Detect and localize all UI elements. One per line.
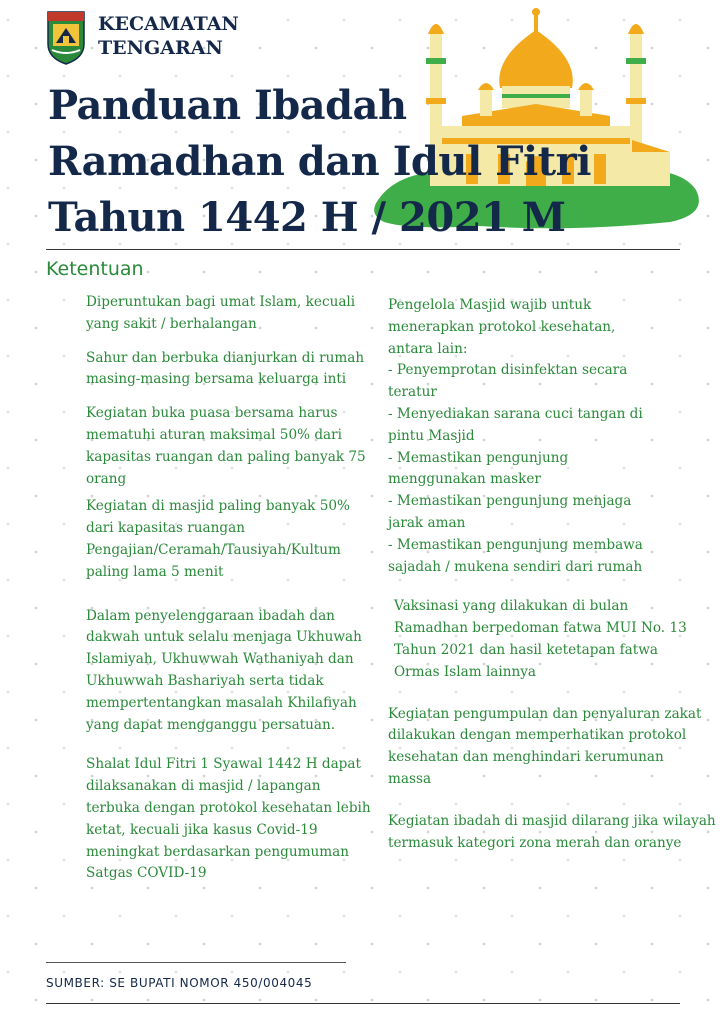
protocol-line: jarak aman — [388, 514, 466, 531]
provision-item: Shalat Idul Fitri 1 Syawal 1442 H dapat dilaksanakan di masjid / lapangan terbuka dengan protokol kesehatan lebih ketat, kecuali jika kasus Covid-19 meningkat berdasarkan pengumuman Satgas COVID-19 — [86, 756, 371, 882]
provision-item: Kegiatan pengumpulan dan penyaluran zakat dilakukan dengan memperhatikan protokol kesehatan dan menghindari kerumunan massa — [388, 705, 702, 787]
poster-title — [48, 78, 668, 246]
protocol-line: - Penyemprotan disinfektan secara — [388, 362, 628, 379]
title-line-2: Ramadhan dan Idul Fitri — [48, 138, 591, 185]
title-line-1: Panduan Ibadah — [48, 82, 407, 129]
provision-item: Vaksinasi yang dilakukan di bulan Ramadhan berpedoman fatwa MUI No. 13 Tahun 2021 dan hasil ketetapan fatwa Ormas Islam lainnya — [394, 598, 687, 680]
protocol-line: sajadah / mukena sendiri dari rumah — [388, 558, 643, 575]
provision-item: Kegiatan di masjid paling banyak 50% dari kapasitas ruangan Pengajian/Ceramah/Tausiyah/Kultum paling lama 5 menit — [86, 498, 350, 580]
org-line-2: TENGARAN — [98, 37, 223, 59]
protocol-line: teratur — [388, 384, 437, 401]
protocol-line: pintu Masjid — [388, 427, 475, 444]
provision-item: Dalam penyelenggaraan ibadah dan dakwah untuk selalu menjaga Ukhuwah Islamiyah, Ukhuwwah Wathaniyah dan Ukhuwwah Bashariyah serta tidak mempertentangkan masalah Khilafiyah yang dapat mengganggu persatuan. — [86, 607, 362, 733]
protocol-line: - Memastikan pengunjung membawa — [388, 536, 643, 553]
header — [46, 10, 239, 66]
protocol-line: antara lain: — [388, 340, 468, 357]
protocol-line: Pengelola Masjid wajib untuk — [388, 297, 592, 313]
org-line-1: KECAMATAN — [98, 13, 239, 35]
source-divider — [46, 962, 346, 963]
left-column — [86, 292, 371, 885]
right-column — [388, 295, 716, 854]
organization-name — [98, 12, 239, 60]
provision-item: Sahur dan berbuka dianjurkan di rumah masing-masing bersama keluarga inti — [86, 349, 365, 388]
provision-item: Diperuntukan bagi umat Islam, kecuali yang sakit / berhalangan — [86, 294, 356, 332]
regency-shield-emblem-icon — [46, 10, 86, 66]
provision-item: Kegiatan ibadah di masjid dilarang jika wilayah termasuk kategori zona merah dan oranye — [388, 812, 716, 851]
title-line-3: Tahun 1442 H / 2021 M — [48, 194, 566, 241]
provision-item: Kegiatan buka puasa bersama harus mematuhi aturan maksimal 50% dari kapasitas ruangan dan paling banyak 75 orang — [86, 405, 366, 487]
protocol-line: menggunakan masker — [388, 471, 541, 488]
mosque-protocol-item — [388, 295, 710, 578]
protocol-line: - Memastikan pengunjung — [388, 449, 569, 466]
source-note: SUMBER: SE BUPATI NOMOR 450/004045 — [46, 976, 313, 990]
section-heading: Ketentuan — [46, 258, 144, 280]
protocol-line: - Memastikan pengunjung menjaga — [388, 493, 632, 510]
protocol-line: - Menyediakan sarana cuci tangan di — [388, 405, 643, 422]
bottom-divider — [46, 1003, 680, 1004]
top-divider — [46, 249, 680, 250]
protocol-line: menerapkan protokol kesehatan, — [388, 318, 616, 335]
